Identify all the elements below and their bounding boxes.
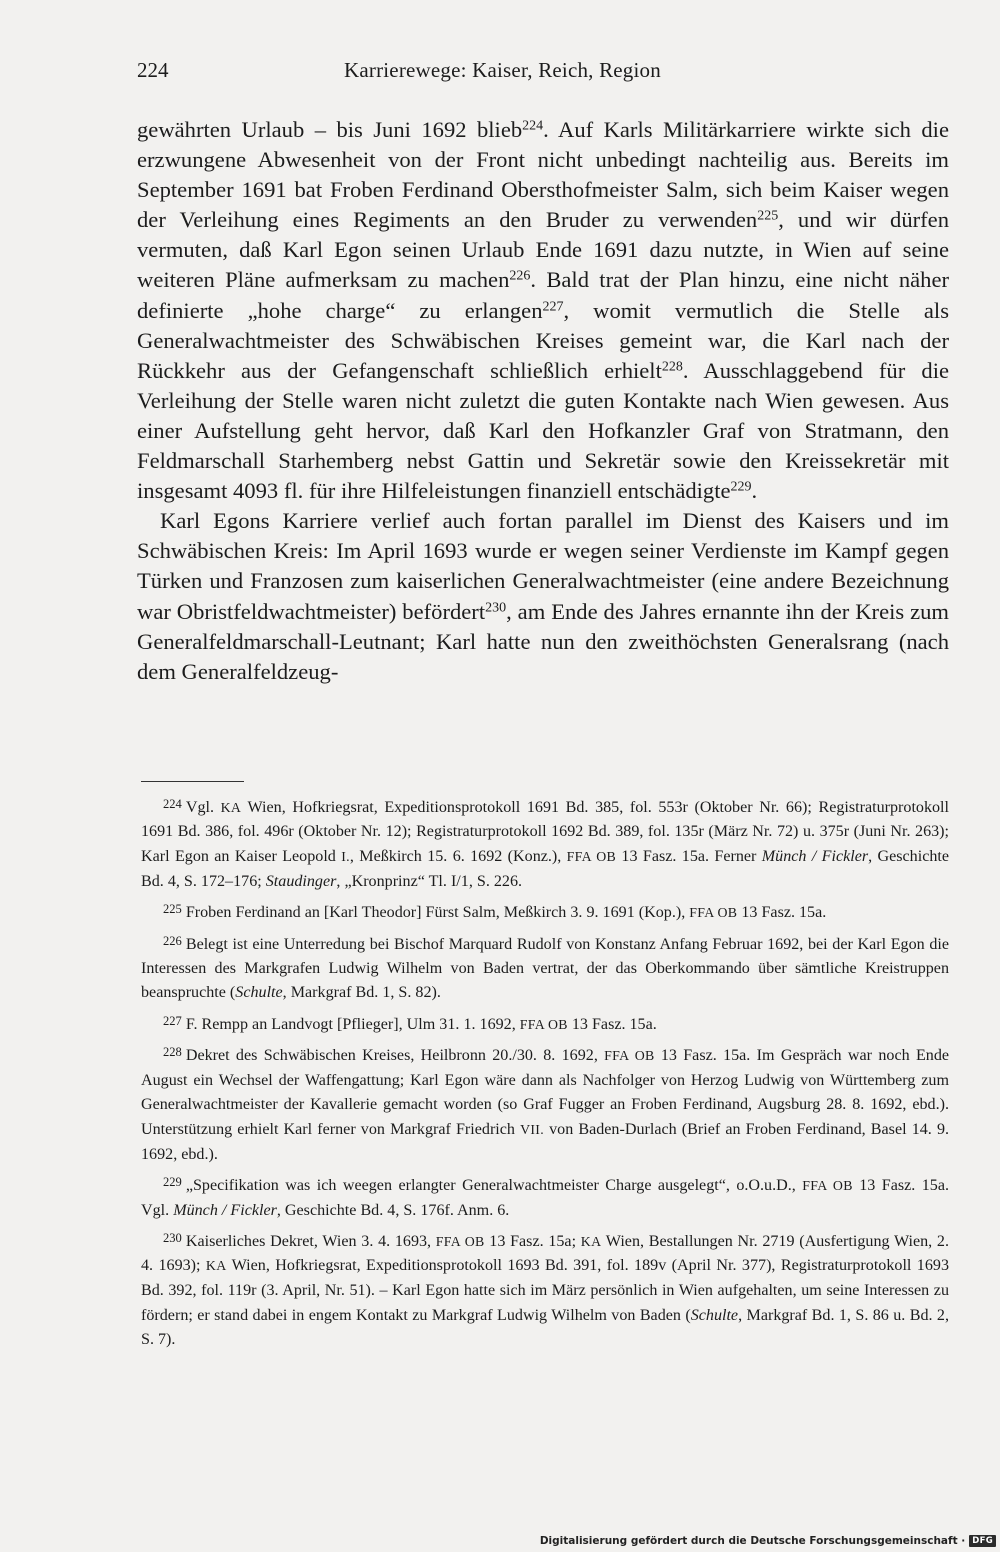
footnote-separator [141,781,244,782]
footnote-ref-227[interactable]: 227 [542,298,564,314]
footnote-ref-230[interactable]: 230 [485,599,507,615]
footnote-number: 230 [163,1231,182,1246]
footnote-228: $^{228}$ Dekret des Schwäbischen Kreises, Heilbronn 20./30. 8. 1692, FFA OB 13 Fasz. 15a. Im Gespräch war noch Ende August ein Wechsel der Waffengattung; Karl Egon wäre dann als Nachfolger von Herzog Ludwig von Württemberg zum Generalwachtmeister der Kavallerie gemacht worden (so Graf Fugger an Froben Ferdinand, Augsburg 28. 8. 1692, ebd.). Unterstützung erhielt Karl ferner von Markgraf Friedrich VII. von Baden-Durlach (Brief an Froben Ferdinand, Basel 14. 9. 1692, ebd.). [141,1045,950,1163]
footnote-229: $^{229}$ „Specifikation was ich weegen erlangter Generalwachtmeister Charge ausgelegt“, o.O.u.D., FFA OB 13 Fasz. 15a. Vgl. Münch / Fickler, Geschichte Bd. 4, S. 176f. Anm. 6. [141,1175,949,1219]
footnote-ref-226[interactable]: 226 [509,268,531,284]
footnote-224: $^{224}$ Vgl. KA Wien, Hofkriegsrat, Expeditionsprotokoll 1691 Bd. 385, fol. 553r (Oktober Nr. 66); Registraturprotokoll 1691 Bd. 386, fol. 496r (Oktober Nr. 12); Registraturprotokoll 1692 Bd. 389, fol. 135r (März Nr. 72) u. 375r (Juni Nr. 263); Karl Egon an Kaiser Leopold I., Meßkirch 15. 6. 1692 (Konz.), FFA OB 13 Fasz. 15a. Ferner Münch / Fickler, Geschichte Bd. 4, S. 172–176; Staudinger, „Kronprinz“ Tl. I/1, S. 226. [141,797,950,890]
page-number: 224 [137,58,169,82]
main-text [137,115,949,687]
footnote-ref-225[interactable]: 225 [757,208,779,224]
page-header [137,58,949,88]
footnote-ref-228[interactable]: 228 [661,359,683,375]
footnote-number: 227 [163,1014,182,1029]
footnote-number: 229 [163,1175,182,1190]
footnote-225: $^{225}$ Froben Ferdinand an [Karl Theodor] Fürst Salm, Meßkirch 3. 9. 1691 (Kop.), FFA OB 13 Fasz. 15a. [163,902,827,921]
footnote-230: $^{230}$ Kaiserliches Dekret, Wien 3. 4. 1693, FFA OB 13 Fasz. 15a; KA Wien, Bestallungen Nr. 2719 (Ausfertigung Wien, 2. 4. 1693); KA Wien, Hofkriegsrat, Expeditionsprotokoll 1693 Bd. 391, fol. 189v (April Nr. 377), Registraturprotokoll 1693 Bd. 392, fol. 119r (3. April, Nr. 51). – Karl Egon hatte sich im März persönlich in Wien aufgehalten, um seine Interessen zu fördern; er stand dabei in engem Kontakt zu Markgraf Ludwig Wilhelm von Baden (Schulte, Markgraf Bd. 1, S. 86 u. Bd. 2, S. 7). [141,1231,949,1349]
paragraph-1: gewährten Urlaub – bis Juni 1692 blieb$^{224}$. Auf Karls Militärkarriere wirkte sich die erzwungene Abwesenheit von der Front nicht unbedingt nachteilig aus. Bereits im September 1691 bat Froben Ferdinand Obersthofmeister Salm, sich beim Kaiser wegen der Verleihung eines Regiments an den Bruder zu verwenden$^{225}$, und wir dürfen vermuten, daß Karl Egon seinen Urlaub Ende 1691 dazu nutzte, in Wien auf seine weiteren Pläne aufmerksam zu machen$^{226}$. Bald trat der Plan hinzu, eine nicht näher definierte „hohe charge“ zu erlangen$^{227}$, womit vermutlich die Stelle als Generalwachtmeister des Schwäbischen Kreises gemeint war, die Karl nach der Rückkehr aus der Gefangenschaft schließlich erhielt$^{228}$. Ausschlaggebend für die Verleihung der Stelle waren nicht zuletzt die guten Kontakte nach Wien gewesen. Aus einer Aufstellung geht hervor, daß Karl den Hofkanzler Graf von Stratmann, den Feldmarschall Starhemberg nebst Gattin und Sekretär sowie den Kreissekretär mit insgesamt 4093 fl. für ihre Hilfeleistungen finanziell entschädigte$^{229}$. [137,117,949,504]
footnotes [141,792,949,1356]
footnote-227: $^{227}$ F. Rempp an Landvogt [Pflieger], Ulm 31. 1. 1692, FFA OB 13 Fasz. 15a. [163,1014,657,1033]
footnote-number: 225 [163,902,182,917]
footnote-ref-224[interactable]: 224 [522,118,544,134]
dfg-logo-icon: DFG [969,1535,996,1547]
funding-credit: Digitalisierung gefördert durch die Deutsche Forschungsgemeinschaft · [539,1535,966,1547]
footnote-ref-229[interactable]: 229 [730,479,752,495]
paragraph-2: Karl Egons Karriere verlief auch fortan parallel im Dienst des Kaisers und im Schwäbischen Kreis: Im April 1693 wurde er wegen seiner Verdienste im Kampf gegen Türken und Franzosen zum kaiserlichen Generalwachtmeister (eine andere Bezeichnung war Obristfeldwachtmeister) befördert$^{230}$, am Ende des Jahres ernannte ihn der Kreis zum Generalfeldmarschall-Leutnant; Karl hatte nun den zweithöchsten Generalsrang (nach dem Generalfeldzeug- [137,508,949,684]
running-title: Karrierewege: Kaiser, Reich, Region [344,58,661,82]
digitization-footer [540,1535,996,1547]
footnote-number: 224 [163,797,182,811]
footnote-number: 228 [163,1045,182,1060]
footnote-number: 226 [163,933,182,948]
footnote-226: $^{226}$ Belegt ist eine Unterredung bei Bischof Marquard Rudolf von Konstanz Anfang Februar 1692, bei der Karl Egon die Interessen des Markgrafen Ludwig Wilhelm von Baden vertrat, der das Oberkommando über sämtliche Kreistruppen beanspruchte (Schulte, Markgraf Bd. 1, S. 82). [141,933,949,1002]
